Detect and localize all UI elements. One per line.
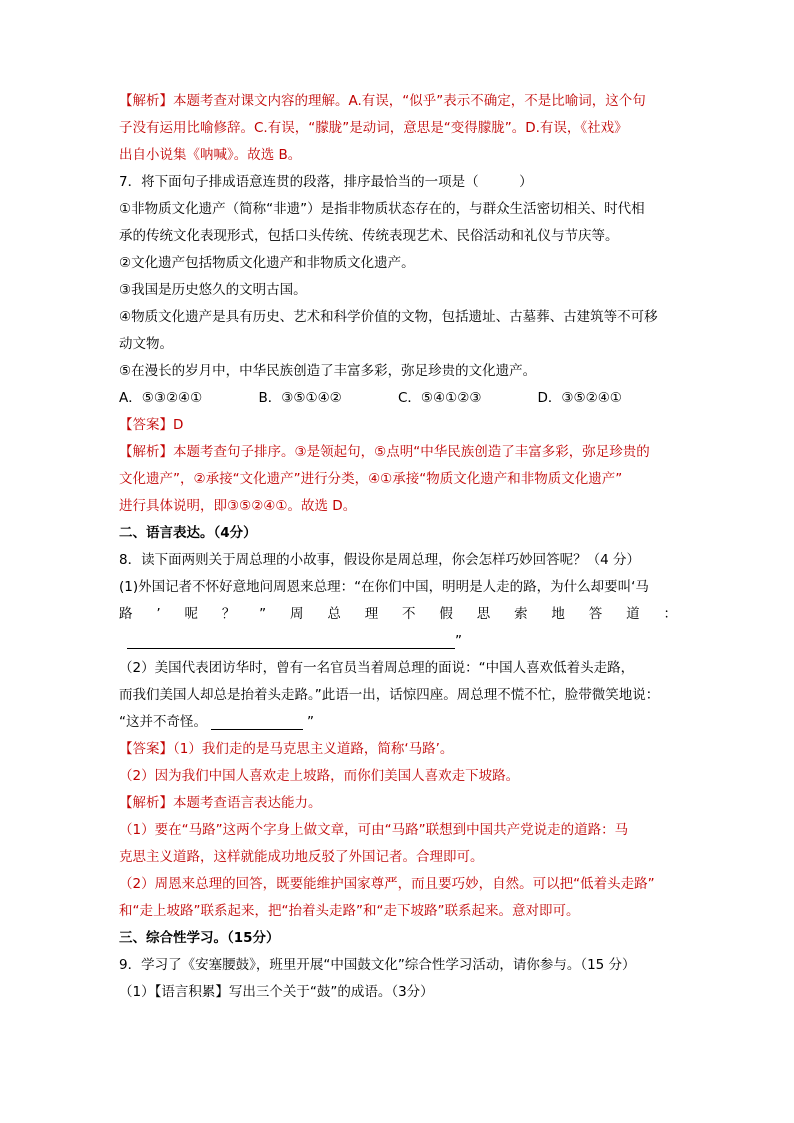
q8-answer-line-1	[119, 736, 677, 763]
q8-analysis-line-3: 克思主义道路，这样就能成功地反驳了外国记者。合理即可。	[119, 849, 484, 865]
q6-analysis-line-2: 子没有运用比喻修辞。C.有误，“朦胧”是动词，意思是“变得朦胧”。D.有误，《社戏》	[119, 120, 628, 136]
analysis-tag: 【解析】	[119, 795, 173, 811]
char: ’	[156, 606, 161, 622]
closing-quote: ”	[307, 714, 314, 730]
option-d: D．③⑤②④①	[537, 390, 622, 406]
answer-text: D	[173, 417, 184, 433]
answer-text: （1）我们走的是马克思主义道路，简称‘马路’。	[173, 741, 454, 757]
analysis-text: 本题考查句子排序。③是领起句，⑤点明“中华民族创造了丰富多彩，弥足珍贵的	[173, 444, 650, 460]
q8-analysis-line-5: 和“走上坡路”联系起来，把“抬着头走路”和“走下坡路”联系起来。意对即可。	[119, 903, 580, 919]
analysis-tag: 【解析】	[119, 93, 173, 109]
q7-sentence-1-line-2: 承的传统文化表现形式，包括口头传统、传统表现艺术、民俗活动和礼仪与节庆等。	[119, 228, 619, 244]
q7-analysis-line-2: 文化遗产”，②承接“文化遗产”进行分类，④①承接“物质文化遗产和非物质文化遗产”	[119, 471, 623, 487]
char: 答	[588, 606, 603, 622]
q8-analysis-line-1	[119, 790, 677, 817]
quote-start: “这并不奇怪。	[119, 714, 207, 730]
char: 地	[551, 606, 565, 622]
q7-sentence-3: ③我国是历史悠久的文明古国。	[119, 282, 307, 298]
section-2-title: 二、语言表达。（4分）	[119, 525, 257, 541]
q6-analysis-line-1	[119, 88, 677, 115]
char: 道	[626, 606, 640, 622]
answer-tag: 【答案】	[119, 417, 173, 433]
q7-analysis-line-1	[119, 439, 677, 466]
q8-stem: 8．读下面两则关于周总理的小故事，假设你是周总理，你会怎样巧妙回答呢？（4 分）	[119, 552, 640, 568]
q8-part2-line-1: （2）美国代表团访华时，曾有一名官员当着周总理的面说：“中国人喜欢低着头走路，	[119, 660, 635, 676]
answer-tag: 【答案】	[119, 741, 173, 757]
q7-options	[119, 385, 677, 412]
answer-blank-2[interactable]	[211, 715, 303, 730]
q6-analysis-line-3: 出自小说集《呐喊》。故选 B。	[119, 147, 302, 163]
q8-part2-line-3	[119, 709, 677, 736]
q7-analysis-line-3: 进行具体说明，即③⑤②④①。故选 D。	[119, 498, 357, 514]
q8-part1-line-1: (1)外国记者不怀好意地问周恩来总理：“在你们中国，明明是人走的路，为什么却要叫‘马	[119, 579, 649, 595]
option-c: C．⑤④①②③	[398, 390, 482, 406]
option-a: A．⑤③②④①	[119, 390, 203, 406]
char: ：	[663, 606, 677, 622]
q8-part1-line-3	[119, 628, 677, 655]
q8-part2-line-2: 而我们美国人却总是抬着头走路。”此语一出，话惊四座。周总理不慌不忙，脸带微笑地说：	[119, 687, 660, 703]
q9-stem: 9．学习了《安塞腰鼓》，班里开展“中国鼓文化”综合性学习活动，请你参与。（15 分）	[119, 957, 636, 973]
char: 总	[327, 606, 341, 622]
q8-analysis-line-4: （2）周恩来总理的回答，既要能维护国家尊严，而且要巧妙，自然。可以把“低着头走路”	[119, 876, 655, 892]
q8-answer-line-2: （2）因为我们中国人喜欢走上坡路，而你们美国人喜欢走下坡路。	[119, 768, 520, 784]
closing-quote: ”	[455, 633, 462, 649]
char: 不	[402, 606, 416, 622]
section-3-title: 三、综合性学习。（15分）	[119, 930, 280, 946]
char: 假	[439, 606, 453, 622]
char: 呢	[184, 606, 198, 622]
char: 理	[364, 606, 379, 622]
char: 思	[476, 606, 491, 622]
analysis-text: 本题考查语言表达能力。	[173, 795, 322, 811]
document-page	[119, 88, 677, 1006]
q7-sentence-4-line-1: ④物质文化遗产是具有历史、艺术和科学价值的文物，包括遗址、古墓葬、古建筑等不可移	[119, 309, 658, 325]
q7-sentence-5: ⑤在漫长的岁月中，中华民族创造了丰富多彩，弥足珍贵的文化遗产。	[119, 363, 537, 379]
char: ”	[259, 606, 267, 622]
option-b: B．③⑤①④②	[258, 390, 342, 406]
q7-sentence-4-line-2: 动文物。	[119, 336, 173, 352]
q7-stem: 7．将下面句子排成语意连贯的段落，排序最恰当的一项是（ ）	[119, 174, 533, 190]
analysis-text: 本题考查对课文内容的理解。A.有误，“似乎”表示不确定，不是比喻词，这个句	[173, 93, 646, 109]
analysis-tag: 【解析】	[119, 444, 173, 460]
q7-answer	[119, 412, 677, 439]
answer-blank-1[interactable]	[127, 634, 455, 649]
q9-subquestion-1: （1）【语言积累】写出三个关于“鼓”的成语。（3分）	[119, 984, 434, 1000]
char: ？	[221, 606, 236, 622]
q8-analysis-line-2: （1）要在“马路”这两个字身上做文章，可由“马路”联想到中国共产党说走的道路：马	[119, 822, 629, 838]
char: 周	[290, 606, 304, 622]
q8-part1-line-2	[119, 601, 677, 628]
char: 路	[119, 606, 133, 622]
char: 索	[514, 606, 528, 622]
q7-sentence-2: ②文化遗产包括物质文化遗产和非物质文化遗产。	[119, 255, 415, 271]
q7-sentence-1-line-1: ①非物质文化遗产（简称“非遗”）是指非物质状态存在的，与群众生活密切相关、时代相	[119, 201, 645, 217]
